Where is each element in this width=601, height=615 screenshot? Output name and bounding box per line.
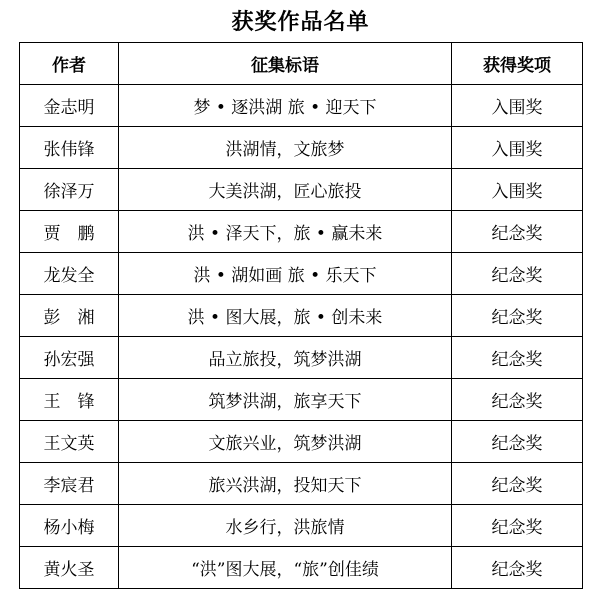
slogan-cell: 旅兴洪湖，投知天下 [119, 463, 452, 505]
award-cell: 纪念奖 [452, 211, 583, 253]
slogan-cell: 洪 • 泽天下，旅 • 赢未来 [119, 211, 452, 253]
slogan-cell: 品立旅投，筑梦洪湖 [119, 337, 452, 379]
author-cell: 李宸君 [20, 463, 119, 505]
table-row [20, 463, 583, 505]
document-title: 获奖作品名单 [231, 10, 370, 35]
award-cell: 纪念奖 [452, 421, 583, 463]
author-cell: 孙宏强 [20, 337, 119, 379]
award-cell: 纪念奖 [452, 463, 583, 505]
author-cell: 黄火圣 [20, 547, 119, 589]
table-row [20, 211, 583, 253]
awards-table [19, 42, 583, 589]
table-row [20, 85, 583, 127]
author-cell: 杨小梅 [20, 505, 119, 547]
award-cell: 入围奖 [452, 85, 583, 127]
award-cell: 纪念奖 [452, 337, 583, 379]
table-row [20, 421, 583, 463]
column-header-slogan: 征集标语 [119, 43, 452, 85]
table-row [20, 337, 583, 379]
table-row [20, 127, 583, 169]
award-cell: 纪念奖 [452, 295, 583, 337]
table-row [20, 295, 583, 337]
author-cell: 王文英 [20, 421, 119, 463]
table-row [20, 169, 583, 211]
award-cell: 入围奖 [452, 127, 583, 169]
author-cell: 贾 鹏 [20, 211, 119, 253]
author-cell: 彭 湘 [20, 295, 119, 337]
slogan-cell: 水乡行，洪旅情 [119, 505, 452, 547]
author-cell: 徐泽万 [20, 169, 119, 211]
table-row [20, 253, 583, 295]
author-cell: 金志明 [20, 85, 119, 127]
award-cell: 纪念奖 [452, 505, 583, 547]
slogan-cell: 洪 • 湖如画 旅 • 乐天下 [119, 253, 452, 295]
slogan-cell: 洪 • 图大展，旅 • 创未来 [119, 295, 452, 337]
author-cell: 龙发全 [20, 253, 119, 295]
slogan-cell: 梦 • 逐洪湖 旅 • 迎天下 [119, 85, 452, 127]
table-header-row [20, 43, 583, 85]
award-cell: 纪念奖 [452, 253, 583, 295]
slogan-cell: “洪”图大展，“旅”创佳绩 [119, 547, 452, 589]
award-cell: 入围奖 [452, 169, 583, 211]
author-cell: 张伟锋 [20, 127, 119, 169]
slogan-cell: 文旅兴业，筑梦洪湖 [119, 421, 452, 463]
slogan-cell: 洪湖情，文旅梦 [119, 127, 452, 169]
column-header-award: 获得奖项 [452, 43, 583, 85]
column-header-author: 作者 [20, 43, 119, 85]
table-row [20, 379, 583, 421]
slogan-cell: 大美洪湖，匠心旅投 [119, 169, 452, 211]
author-cell: 王 锋 [20, 379, 119, 421]
award-cell: 纪念奖 [452, 379, 583, 421]
slogan-cell: 筑梦洪湖，旅享天下 [119, 379, 452, 421]
table-row [20, 505, 583, 547]
award-cell: 纪念奖 [452, 547, 583, 589]
table-row [20, 547, 583, 589]
